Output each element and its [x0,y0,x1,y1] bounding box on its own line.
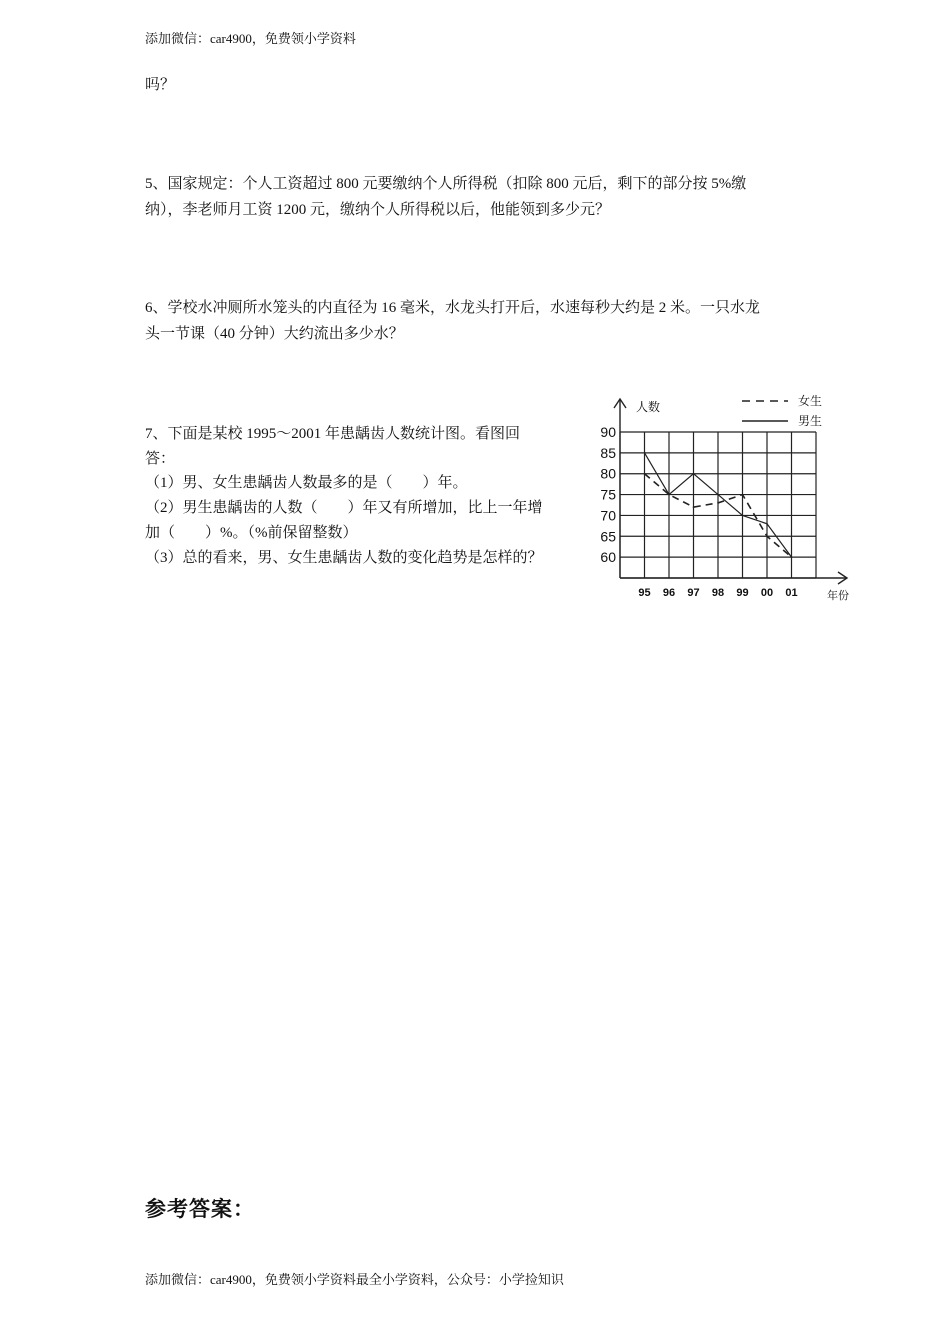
question-7-sub-1: （1）男、女生患龋齿人数最多的是（ ）年。 [145,475,468,491]
y-axis-title: 人数 [636,400,661,414]
question-7-sub-2a: （2）男生患龋齿的人数（ ）年又有所增加，比上一年增 [145,500,543,516]
question-6-line-2: 头一节课（40 分钟）大约流出多少水？ [145,326,404,342]
answers-heading: 参考答案： [145,1197,255,1221]
x-tick-label: 96 [662,587,676,599]
data-point [668,494,670,496]
question-5-line-2: 纳），李老师月工资 1200 元，缴纳个人所得税以后，他能领到多少元？ [145,202,611,218]
x-tick-label: 97 [687,587,700,599]
caries-line-chart [590,386,860,606]
y-tick-label: 85 [600,444,616,461]
y-tick-label: 70 [600,507,616,524]
question-7-sub-2b: 加（ ）%。（%前保留整数） [145,525,358,541]
data-point [644,473,646,475]
y-tick-label: 90 [600,424,616,440]
x-tick-label: 95 [638,587,651,599]
header-note: 添加微信：car4900，免费领小学资料 [145,31,356,46]
question-4-tail: 吗？ [145,77,176,93]
question-5-line-1: 5、国家规定：个人工资超过 800 元要缴纳个人所得税（扣除 800 元后，剩下的部分按 5%缴 [145,176,747,192]
chart-grid [620,432,816,578]
data-point [693,473,695,475]
data-point [717,502,719,504]
data-point [742,494,744,496]
data-point [766,535,768,537]
data-point [766,523,768,525]
x-tick-label: 00 [760,587,774,599]
data-point [717,494,719,496]
y-tick-label: 65 [600,528,616,545]
question-7-line-1: 7、下面是某校 1995～2001 年患龋齿人数统计图。看图回 [145,426,521,442]
question-7-line-2: 答： [145,451,176,467]
x-tick-label: 99 [736,587,749,599]
y-tick-label: 75 [600,486,616,503]
question-7-sub-3: （3）总的看来，男、女生患龋齿人数的变化趋势是怎样的？ [145,550,543,566]
data-point [791,556,793,558]
x-axis-title: 年份 [827,590,849,602]
chart-legend [742,393,822,428]
legend-label: 女生 [798,394,823,408]
question-6-line-1: 6、学校水冲厕所水笼头的内直径为 16 毫米，水龙头打开后，水速每秒大约是 2 米。一只水龙 [145,300,761,316]
footer-note: 添加微信：car4900，免费领小学资料最全小学资料，公众号：小学捡知识 [145,1272,564,1287]
data-point [644,452,646,454]
y-tick-label: 60 [600,549,616,566]
data-point [742,515,744,517]
data-point [693,506,695,508]
y-tick-label: 80 [600,465,616,482]
legend-label: 男生 [798,414,823,428]
x-tick-label: 98 [711,587,725,599]
x-tick-label: 01 [785,587,798,599]
